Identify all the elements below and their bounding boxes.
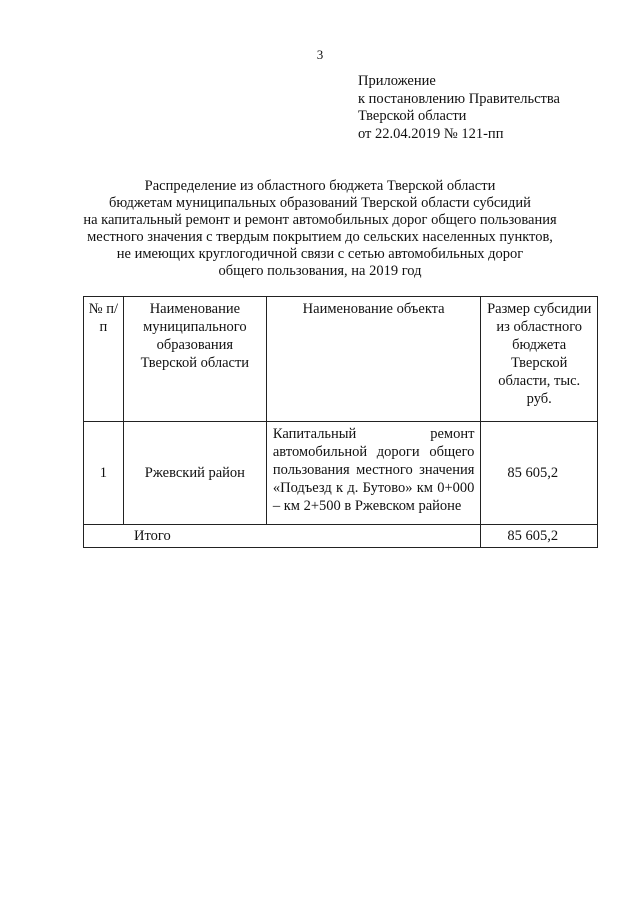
title-line: общего пользования, на 2019 год — [218, 263, 422, 279]
appendix-line: Приложение — [358, 73, 436, 89]
title-line: местного значения с твердым покрытием до сельских населенных пунктов, — [87, 229, 553, 245]
subsidy-table — [83, 296, 598, 548]
document-title — [60, 178, 580, 280]
table-header-row — [84, 297, 598, 422]
header-amount: Размер субсидии из областного бюджета Тверской области, тыс. руб. — [481, 297, 598, 422]
total-amount: 85 605,2 — [481, 525, 598, 548]
header-num: № п/п — [84, 297, 124, 422]
table-row — [84, 422, 598, 525]
page-number: 3 — [316, 47, 324, 62]
title-line: бюджетам муниципальных образований Тверской области субсидий — [109, 195, 531, 211]
table-total-row — [84, 525, 598, 548]
row-municipality: Ржевский район — [123, 422, 266, 525]
header-municipality: Наименование муниципального образования Тверской области — [123, 297, 266, 422]
title-line: Распределение из областного бюджета Тверской области — [144, 178, 496, 194]
appendix-line: от 22.04.2019 № 121-пп — [358, 125, 504, 142]
appendix-line: к постановлению Правительства — [358, 90, 560, 107]
row-amount: 85 605,2 — [481, 422, 598, 525]
total-label: Итого — [84, 525, 481, 548]
appendix-block — [358, 73, 560, 143]
row-num: 1 — [84, 422, 124, 525]
row-object: Капитальный ремонт автомобильной дороги общего пользования местного значения «Подъезд к д. Бутово» км 0+000 – км 2+500 в Ржевском районе — [266, 422, 481, 525]
appendix-line: Тверской области — [358, 108, 467, 124]
title-line: на капитальный ремонт и ремонт автомобильных дорог общего пользования — [83, 212, 557, 228]
header-object: Наименование объекта — [266, 297, 481, 422]
title-line: не имеющих круглогодичной связи с сетью автомобильных дорог — [116, 246, 524, 262]
